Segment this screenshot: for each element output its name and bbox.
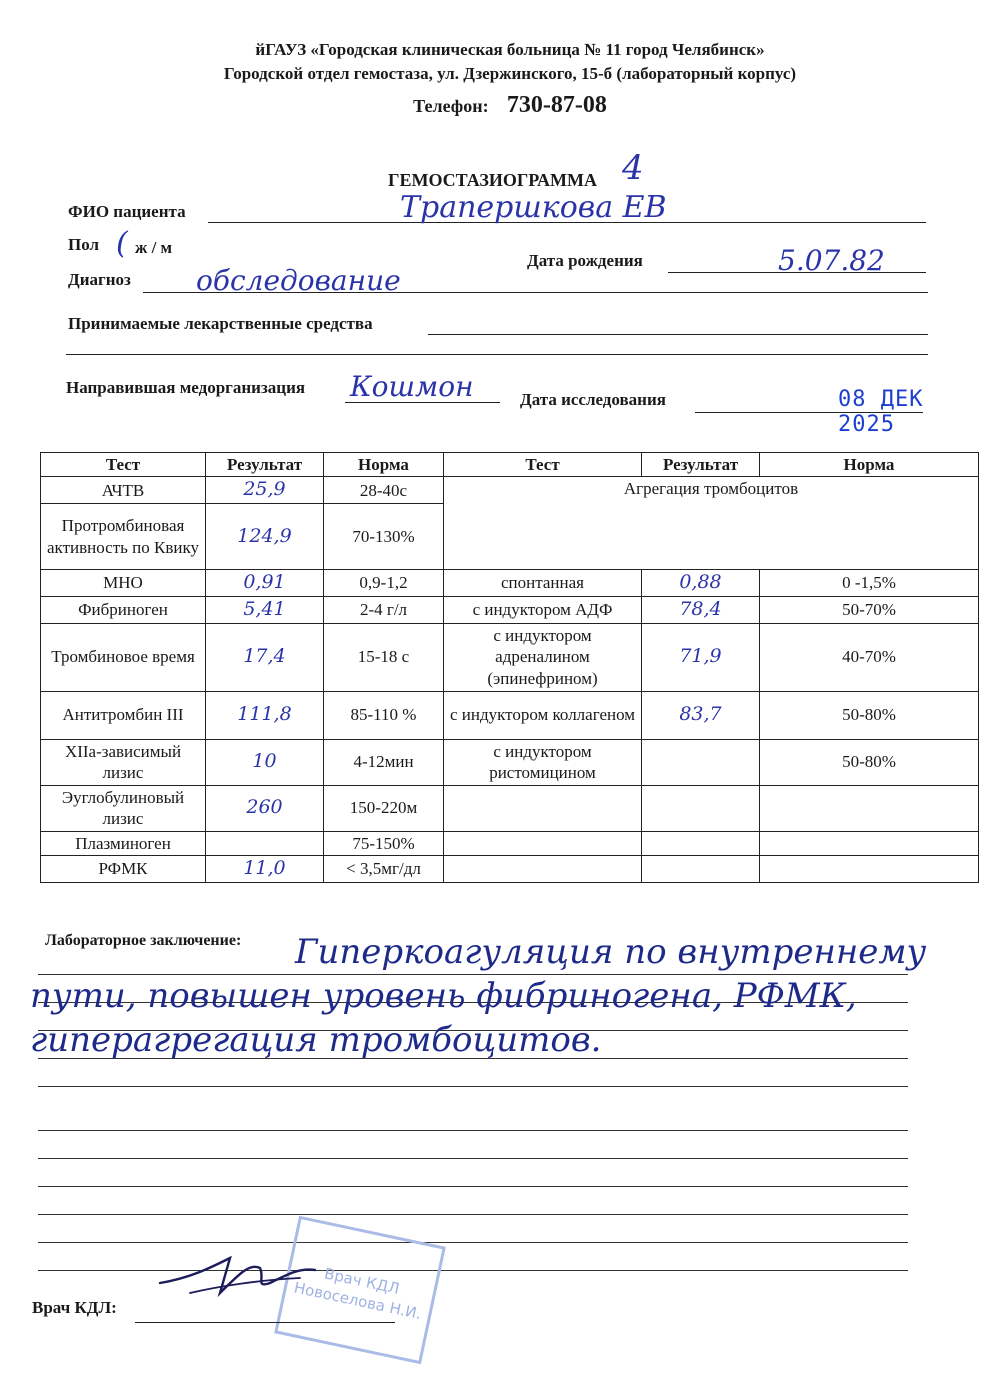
sex-options: ж / м <box>135 238 173 257</box>
header-norm-2: Норма <box>760 453 979 477</box>
dob-value: 5.07.82 <box>778 244 885 277</box>
table-row <box>41 831 979 855</box>
agg-test-result <box>642 739 760 785</box>
patient-name-label: ФИО пациента <box>68 202 186 221</box>
table-row <box>41 570 979 597</box>
test-name: Плазминоген <box>41 831 206 855</box>
conclusion-line <box>38 1186 908 1187</box>
hospital-name: йГАУЗ «Городская клиническая больница № 11 город Челябинск» <box>255 40 765 59</box>
empty-cell <box>444 855 642 882</box>
test-norm: 0,9-1,2 <box>324 570 444 597</box>
agg-test-norm: 40-70% <box>760 623 979 691</box>
test-name: Фибриноген <box>41 596 206 623</box>
drugs-line-2 <box>66 354 928 355</box>
table-header-row <box>41 453 979 477</box>
diagnosis-label: Диагноз <box>68 270 131 289</box>
header-result: Результат <box>206 453 324 477</box>
test-norm: 70-130% <box>324 504 444 570</box>
form-title: ГЕМОСТАЗИОГРАММА <box>388 170 597 190</box>
study-date-stamp: 08 ДЕК 2025 <box>838 387 924 437</box>
test-result: 260 <box>206 785 324 831</box>
test-name: РФМК <box>41 855 206 882</box>
agg-test-result: 0,88 <box>642 570 760 597</box>
test-result: 25,9 <box>206 477 324 504</box>
empty-cell <box>642 831 760 855</box>
empty-cell <box>760 831 979 855</box>
header-test: Тест <box>41 453 206 477</box>
test-name: XIIа-зависимый лизис <box>41 739 206 785</box>
phone-number: 730-87-08 <box>506 92 607 118</box>
test-name: Тромбиновое время <box>41 623 206 691</box>
test-norm: 4-12мин <box>324 739 444 785</box>
test-name: Протромбиновая активность по Квику <box>41 504 206 570</box>
agg-test-name: с индуктором АДФ <box>444 596 642 623</box>
empty-cell <box>444 831 642 855</box>
referrer-line <box>345 402 500 403</box>
test-result: 111,8 <box>206 691 324 739</box>
empty-cell <box>760 855 979 882</box>
test-norm: 15-18 с <box>324 623 444 691</box>
doctor-stamp: Врач КДЛ Новоселова Н.И. <box>274 1216 446 1365</box>
empty-cell <box>760 785 979 831</box>
header-norm: Норма <box>324 453 444 477</box>
conclusion-line <box>38 1214 908 1215</box>
title-handwritten-mark: 4 <box>622 148 644 188</box>
agg-test-name: с индуктором ристомицином <box>444 739 642 785</box>
test-name: Антитромбин III <box>41 691 206 739</box>
department-address: Городской отдел гемостаза, ул. Дзержинского, 15-б (лабораторный корпус) <box>223 64 797 83</box>
test-result: 124,9 <box>206 504 324 570</box>
test-name: АЧТВ <box>41 477 206 504</box>
test-name: Эуглобулиновый лизис <box>41 785 206 831</box>
agg-test-norm: 50-80% <box>760 739 979 785</box>
test-norm: 150-220м <box>324 785 444 831</box>
agg-test-result: 71,9 <box>642 623 760 691</box>
table-row <box>41 596 979 623</box>
drugs-label: Принимаемые лекарственные средства <box>68 314 373 333</box>
test-result: 0,91 <box>206 570 324 597</box>
empty-cell <box>642 785 760 831</box>
referrer-label: Направившая медорганизация <box>66 378 306 397</box>
study-date-label: Дата исследования <box>520 390 666 409</box>
table-row <box>41 785 979 831</box>
agg-test-norm: 50-80% <box>760 691 979 739</box>
test-result: 11,0 <box>206 855 324 882</box>
sex-label: Пол <box>68 235 100 254</box>
header-result-2: Результат <box>642 453 760 477</box>
empty-cell <box>444 785 642 831</box>
doctor-signature-line <box>135 1322 395 1323</box>
aggregation-title: Агрегация тромбоцитов <box>444 477 979 570</box>
phone-line <box>120 92 900 119</box>
phone-label: Телефон: <box>413 96 489 116</box>
table-row <box>41 739 979 785</box>
test-norm: < 3,5мг/дл <box>324 855 444 882</box>
test-name: МНО <box>41 570 206 597</box>
agg-test-name: с индуктором коллагеном <box>444 691 642 739</box>
test-result <box>206 831 324 855</box>
dob-label: Дата рождения <box>527 251 643 270</box>
referrer-value: Кошмон <box>350 370 474 403</box>
doctor-label: Врач КДЛ: <box>32 1298 117 1317</box>
conclusion-handwritten-text: Гиперкоагуляция по внутреннему пути, повышен уровень фибриногена, РФМК, гиперагрегация тромбоцитов. <box>30 932 927 1060</box>
test-norm: 85-110 % <box>324 691 444 739</box>
table-row <box>41 623 979 691</box>
test-norm: 75-150% <box>324 831 444 855</box>
test-norm: 28-40с <box>324 477 444 504</box>
table-row <box>41 855 979 882</box>
test-result: 5,41 <box>206 596 324 623</box>
header-test-2: Тест <box>444 453 642 477</box>
agg-test-name: спонтанная <box>444 570 642 597</box>
sex-circle-mark: ( <box>116 226 128 261</box>
diagnosis-value: обследование <box>196 264 401 297</box>
doctor-signature <box>150 1238 320 1308</box>
table-row <box>41 691 979 739</box>
conclusion-line <box>38 1130 908 1131</box>
agg-test-norm: 0 -1,5% <box>760 570 979 597</box>
test-result: 17,4 <box>206 623 324 691</box>
agg-test-result: 83,7 <box>642 691 760 739</box>
agg-test-name: с индуктором адреналином (эпинефрином) <box>444 623 642 691</box>
agg-test-result: 78,4 <box>642 596 760 623</box>
empty-cell <box>642 855 760 882</box>
conclusion-line <box>38 1158 908 1159</box>
results-table <box>40 452 979 883</box>
patient-name-value: Трапершкова ЕВ <box>400 190 667 225</box>
conclusion-line <box>38 1086 908 1087</box>
agg-test-norm: 50-70% <box>760 596 979 623</box>
table-row <box>41 477 979 504</box>
test-norm: 2-4 г/л <box>324 596 444 623</box>
drugs-line <box>428 334 928 335</box>
conclusion-label: Лабораторное заключение: <box>45 932 242 949</box>
test-result: 10 <box>206 739 324 785</box>
